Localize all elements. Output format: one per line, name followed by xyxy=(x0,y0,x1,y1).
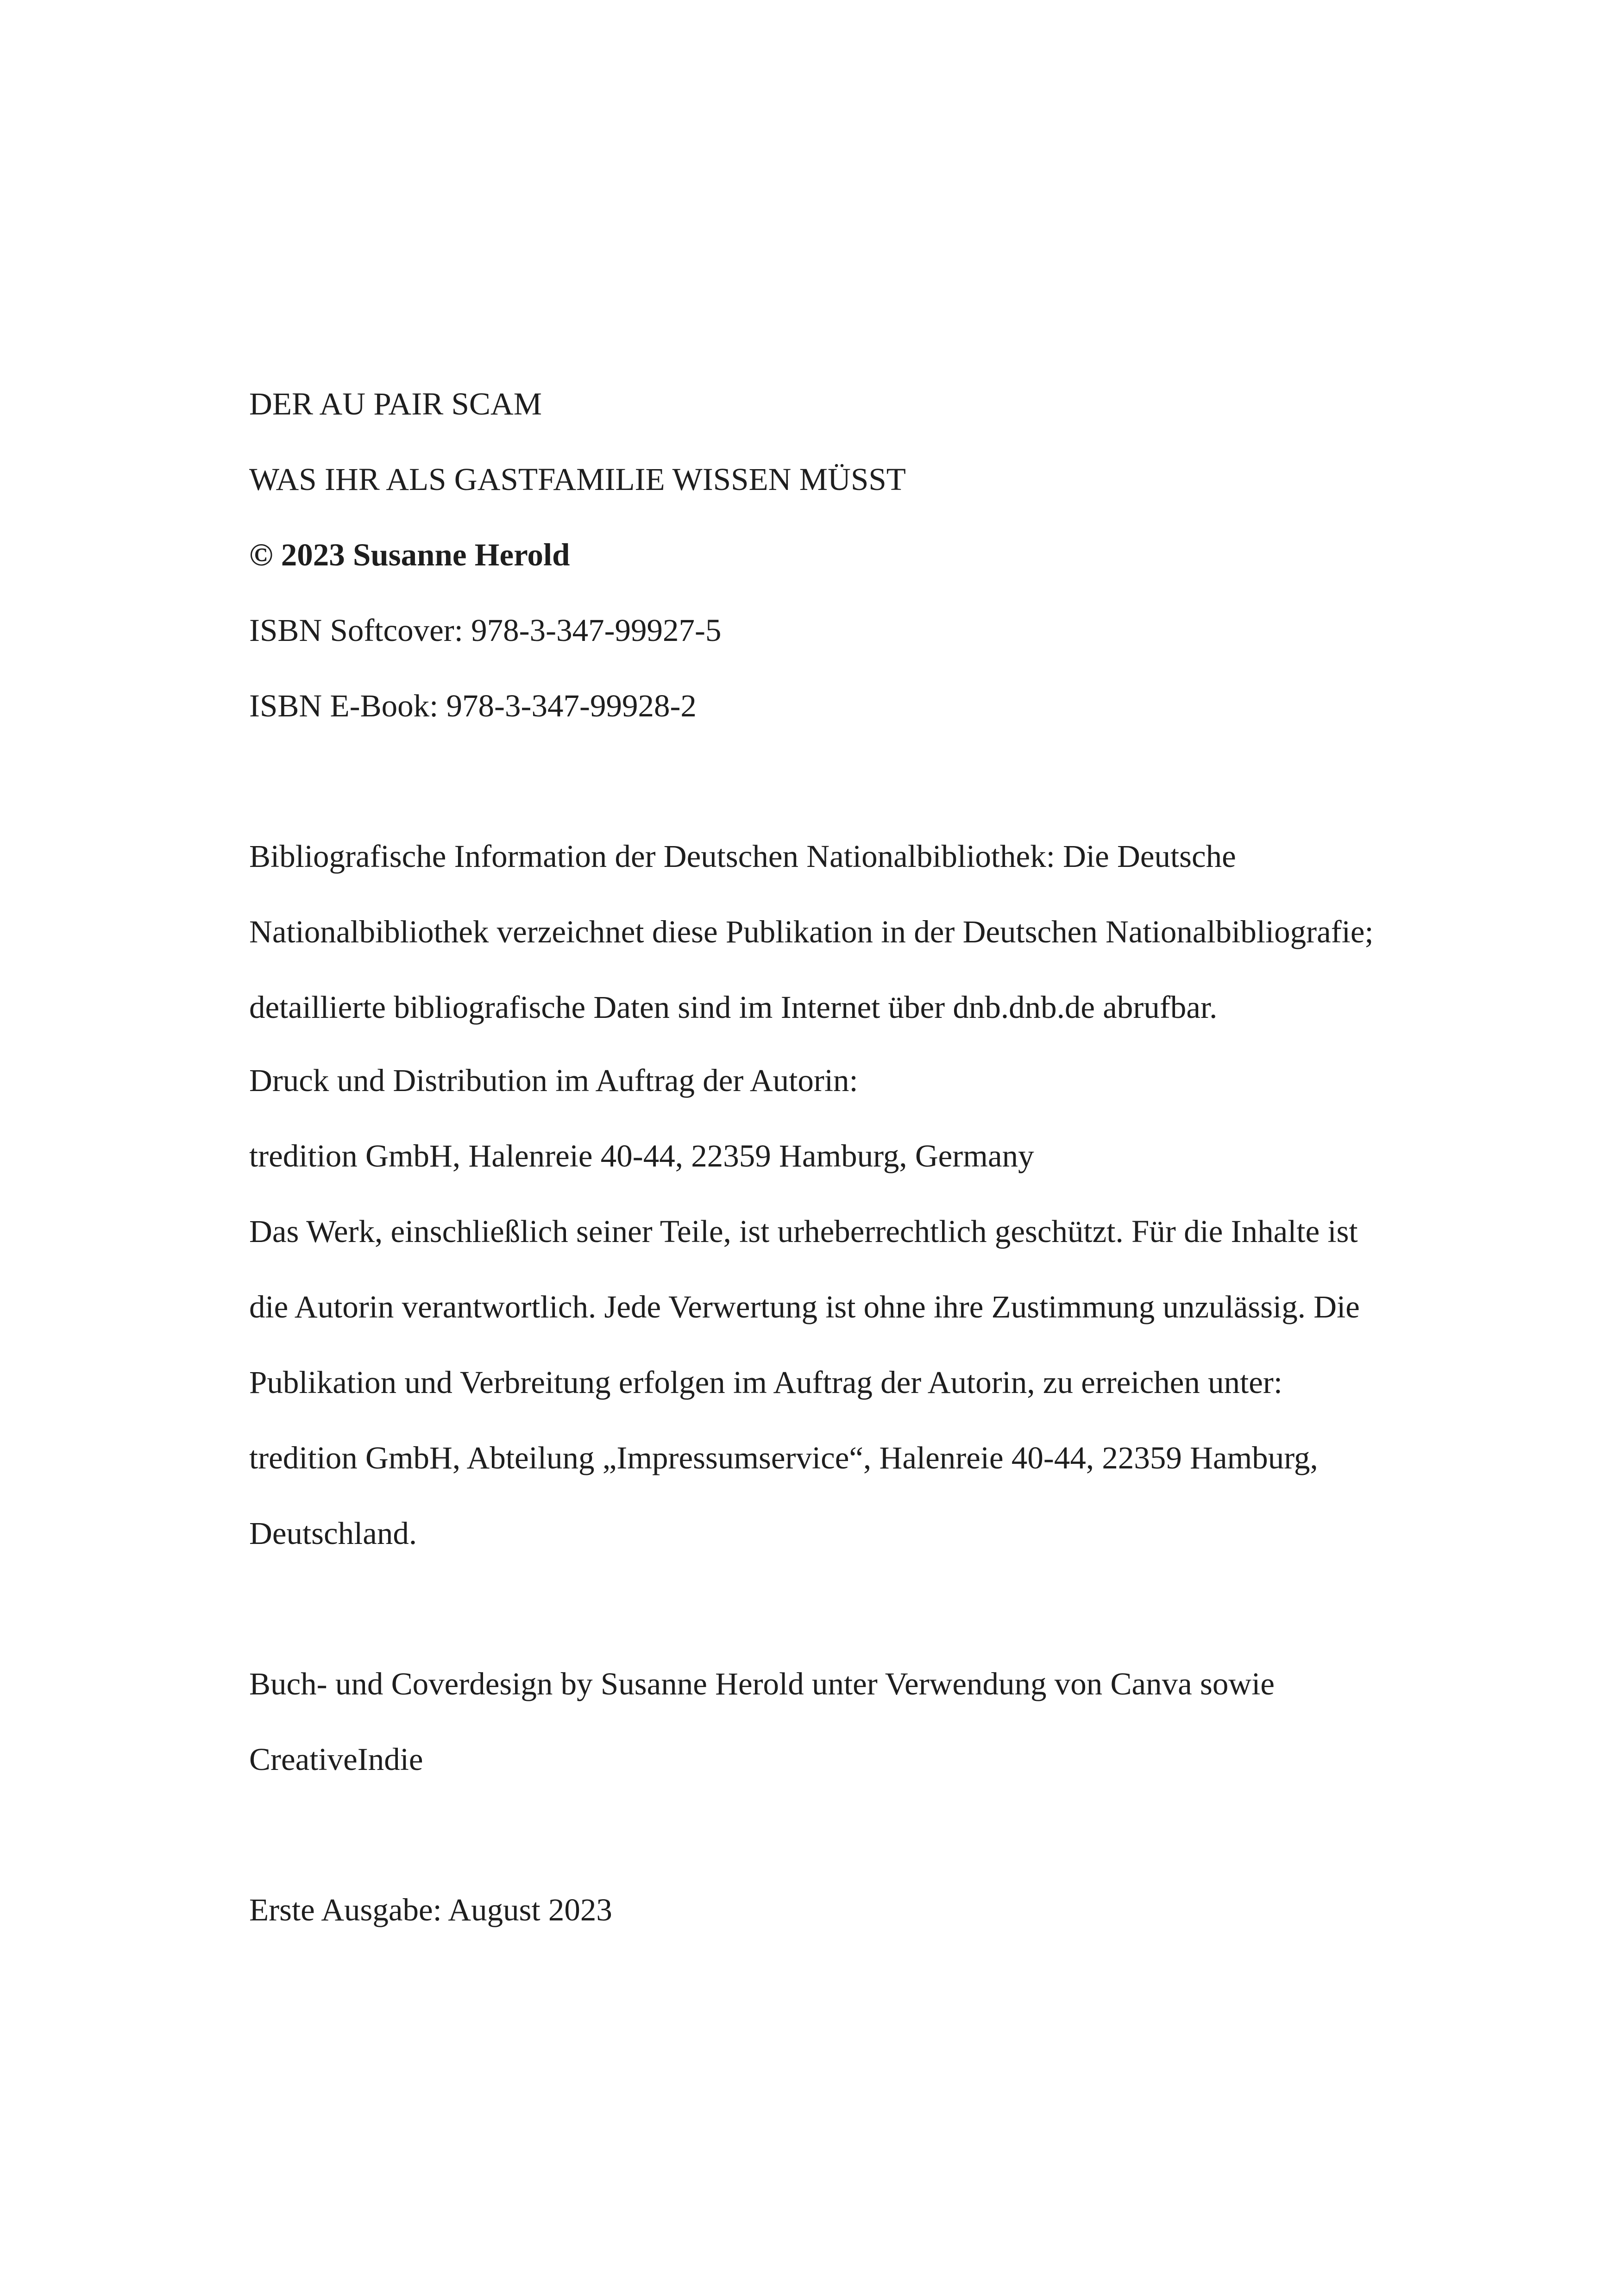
design-credit-line: CreativeIndie xyxy=(249,1742,423,1777)
copyright-notice-line: tredition GmbH, Abteilung „Impressumservice“, Halenreie 40-44, 22359 Hamburg, xyxy=(249,1440,1318,1475)
dnb-notice-line: detaillierte bibliografische Daten sind im Internet über dnb.dnb.de abrufbar. xyxy=(249,990,1218,1025)
print-distribution-line: Druck und Distribution im Auftrag der Autorin: xyxy=(249,1063,858,1098)
isbn-ebook: ISBN E-Book: 978-3-347-99928-2 xyxy=(249,688,697,723)
book-title: DER AU PAIR SCAM xyxy=(249,386,542,421)
edition-line: Erste Ausgabe: August 2023 xyxy=(249,1892,612,1927)
copyright-notice-line: die Autorin verantwortlich. Jede Verwertung ist ohne ihre Zustimmung unzulässig. Die xyxy=(249,1289,1360,1324)
dnb-notice-line: Nationalbibliothek verzeichnet diese Publikation in der Deutschen Nationalbibliografie; xyxy=(249,914,1374,949)
copyright-notice-line: Das Werk, einschließlich seiner Teile, ist urheberrechtlich geschützt. Für die Inhalte ist xyxy=(249,1214,1358,1249)
isbn-softcover: ISBN Softcover: 978-3-347-99927-5 xyxy=(249,613,722,648)
copyright-notice-line: Publikation und Verbreitung erfolgen im Auftrag der Autorin, zu erreichen unter: xyxy=(249,1365,1283,1400)
copyright-notice-line: Deutschland. xyxy=(249,1516,417,1551)
dnb-notice-line: Bibliografische Information der Deutschen Nationalbibliothek: Die Deutsche xyxy=(249,839,1236,874)
print-distribution-line: tredition GmbH, Halenreie 40-44, 22359 Hamburg, Germany xyxy=(249,1138,1034,1173)
book-subtitle: WAS IHR ALS GASTFAMILIE WISSEN MÜSST xyxy=(249,462,906,497)
design-credit-line: Buch- und Coverdesign by Susanne Herold unter Verwendung von Canva sowie xyxy=(249,1666,1275,1701)
copyright-line: © 2023 Susanne Herold xyxy=(249,537,570,572)
